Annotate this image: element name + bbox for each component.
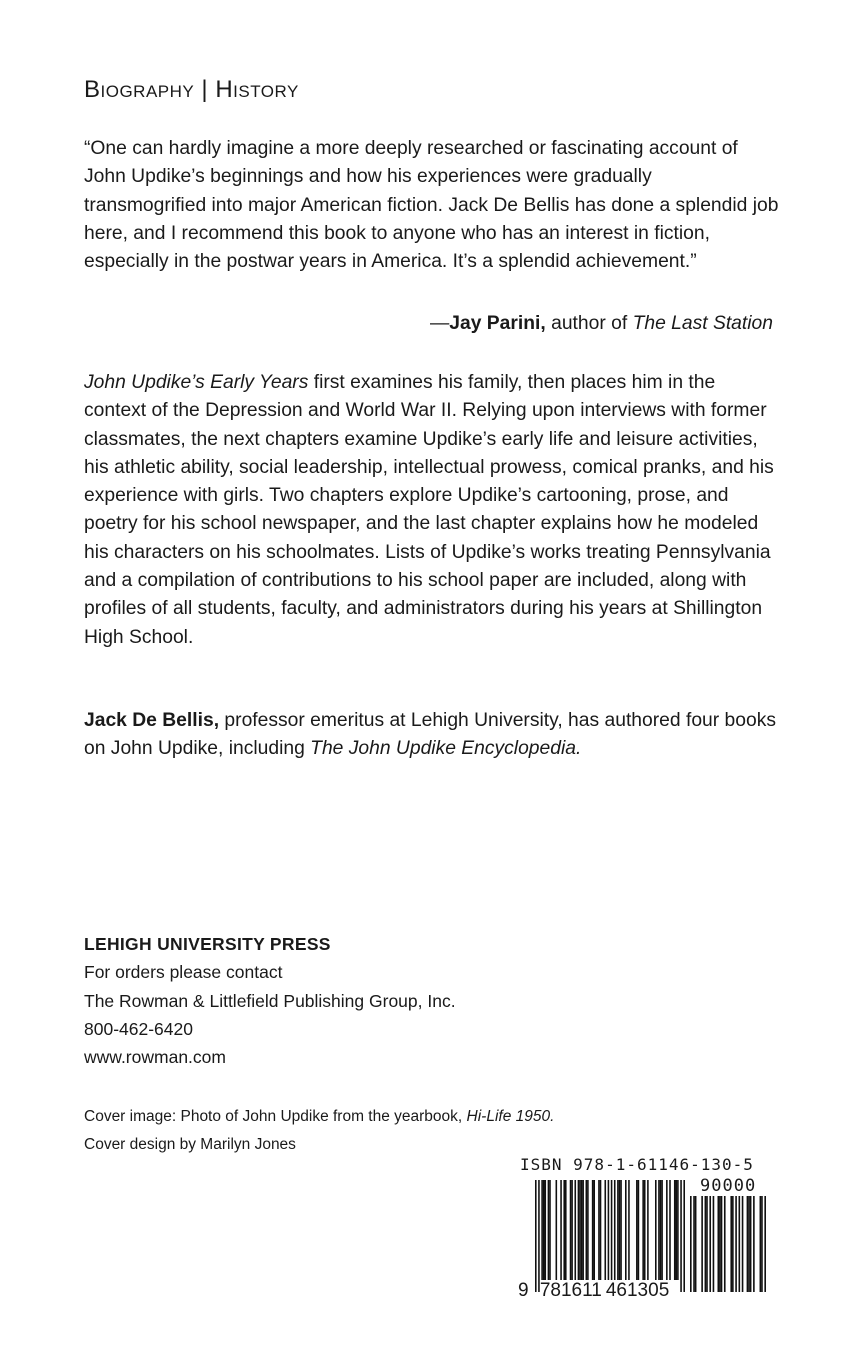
barcode-bar bbox=[587, 1180, 589, 1280]
barcode-bar bbox=[617, 1180, 619, 1280]
orders-line: For orders please contact bbox=[84, 962, 283, 983]
barcode-bar bbox=[620, 1180, 622, 1280]
barcode-bar bbox=[586, 1180, 588, 1280]
barcode-digits bbox=[518, 1280, 669, 1302]
barcode-bar bbox=[538, 1180, 540, 1292]
barcode-bar bbox=[549, 1180, 551, 1280]
author-note: author of bbox=[545, 313, 633, 334]
barcode-bar bbox=[598, 1180, 600, 1280]
image-source: Hi-Life 1950. bbox=[466, 1108, 555, 1125]
distributor-name: The Rowman & Littlefield Publishing Group, Inc. bbox=[84, 990, 456, 1011]
barcode-bar bbox=[579, 1180, 581, 1280]
price-addon-number: 90000 bbox=[700, 1176, 757, 1196]
author-work: The Last Station bbox=[632, 313, 773, 334]
addon-bar bbox=[732, 1196, 734, 1292]
barcode-bar bbox=[628, 1180, 630, 1280]
barcode-bar bbox=[636, 1180, 638, 1280]
barcode-bar bbox=[543, 1180, 545, 1280]
barcode-bar bbox=[574, 1180, 576, 1280]
barcode-bar bbox=[548, 1180, 550, 1280]
ean-barcode bbox=[535, 1180, 685, 1292]
cover-image-credit bbox=[84, 1103, 554, 1131]
addon-barcode bbox=[690, 1196, 766, 1292]
barcode-right-digits: 461305 bbox=[605, 1280, 670, 1301]
barcode-bar bbox=[658, 1180, 660, 1280]
barcode-bar bbox=[563, 1180, 565, 1280]
barcode-bar bbox=[593, 1180, 595, 1280]
addon-bar bbox=[735, 1196, 737, 1292]
addon-bar bbox=[748, 1196, 750, 1292]
barcode-first-digit: 9 bbox=[518, 1280, 529, 1301]
addon-bar bbox=[750, 1196, 752, 1292]
barcode-bar bbox=[642, 1180, 644, 1280]
barcode-bar bbox=[570, 1180, 572, 1280]
barcode-bar bbox=[660, 1180, 662, 1280]
addon-bar bbox=[706, 1196, 708, 1292]
cover-credits bbox=[84, 1103, 554, 1159]
addon-bar bbox=[730, 1196, 732, 1292]
barcode-bar bbox=[535, 1180, 537, 1292]
addon-bar bbox=[747, 1196, 749, 1292]
addon-bar bbox=[764, 1196, 766, 1292]
bio-name: Jack De Bellis, bbox=[84, 710, 220, 731]
barcode-bar bbox=[661, 1180, 663, 1280]
barcode-bar bbox=[669, 1180, 671, 1280]
addon-bar bbox=[742, 1196, 744, 1292]
website: www.rowman.com bbox=[84, 1047, 226, 1068]
barcode-bar bbox=[578, 1180, 580, 1280]
barcode-bar bbox=[647, 1180, 649, 1280]
genre-history: History bbox=[215, 76, 299, 103]
quote-author: Jay Parini, bbox=[449, 313, 546, 334]
addon-bar bbox=[717, 1196, 719, 1292]
barcode-bar bbox=[666, 1180, 668, 1280]
genre-separator: | bbox=[201, 76, 209, 103]
addon-bar bbox=[721, 1196, 723, 1292]
barcode-bar bbox=[600, 1180, 602, 1280]
barcode-bar bbox=[676, 1180, 678, 1280]
addon-bar bbox=[695, 1196, 697, 1292]
barcode-bar bbox=[683, 1180, 685, 1292]
barcode-bar bbox=[611, 1180, 613, 1292]
barcode-bar bbox=[677, 1180, 679, 1280]
barcode-bar bbox=[592, 1180, 594, 1280]
barcode-bar bbox=[619, 1180, 621, 1280]
addon-bar bbox=[760, 1196, 762, 1292]
addon-bar bbox=[753, 1196, 755, 1292]
cover-design-credit: Cover design by Marilyn Jones bbox=[84, 1136, 296, 1153]
addon-bar bbox=[719, 1196, 721, 1292]
barcode-bar bbox=[608, 1180, 610, 1292]
bio-work: The John Updike Encyclopedia. bbox=[310, 738, 582, 760]
barcode-left-digits: 781611 bbox=[539, 1280, 602, 1301]
barcode-bar bbox=[581, 1180, 583, 1280]
genre-label bbox=[84, 76, 299, 104]
addon-bar bbox=[761, 1196, 763, 1292]
barcode-bar bbox=[604, 1180, 606, 1280]
barcode-bar bbox=[655, 1180, 657, 1280]
barcode-bar bbox=[556, 1180, 558, 1280]
barcode-bar bbox=[680, 1180, 682, 1292]
barcode-bar bbox=[541, 1180, 543, 1280]
addon-bar bbox=[693, 1196, 695, 1292]
barcode-bar bbox=[582, 1180, 584, 1280]
publisher-info bbox=[84, 930, 456, 1071]
barcode-bar bbox=[625, 1180, 627, 1280]
addon-bar bbox=[690, 1196, 692, 1292]
bio-text: professor emeritus at Lehigh University, has authored four books on John Updike, including bbox=[84, 710, 777, 760]
addon-bar bbox=[713, 1196, 715, 1292]
book-description bbox=[84, 369, 779, 652]
barcode-bar bbox=[565, 1180, 567, 1280]
phone-number: 800-462-6420 bbox=[84, 1018, 193, 1039]
quote-attribution bbox=[430, 313, 773, 335]
addon-bar bbox=[705, 1196, 707, 1292]
barcode-bar bbox=[614, 1180, 616, 1280]
publisher-name: LEHIGH UNIVERSITY PRESS bbox=[84, 934, 331, 954]
book-title: John Updike’s Early Years bbox=[84, 372, 309, 393]
genre-biography: Biography bbox=[84, 76, 195, 103]
addon-bar bbox=[701, 1196, 703, 1292]
addon-bar bbox=[739, 1196, 741, 1292]
barcode-bar bbox=[638, 1180, 640, 1280]
barcode-bar bbox=[560, 1180, 562, 1280]
addon-bar bbox=[724, 1196, 726, 1292]
isbn-label: ISBN 978-1-61146-130-5 bbox=[520, 1155, 754, 1174]
barcode-bar bbox=[544, 1180, 546, 1280]
addon-bar bbox=[709, 1196, 711, 1292]
barcode-bar bbox=[571, 1180, 573, 1280]
image-credit-text: Cover image: Photo of John Updike from the yearbook, bbox=[84, 1108, 467, 1125]
barcode-bar bbox=[644, 1180, 646, 1280]
endorsement-quote: “One can hardly imagine a more deeply researched or fascinating account of John Updike’s beginnings and how his experiences were gradually transmogrified into major American fiction. Jack De Bellis has done a splendid job here, and I recommend this book to anyone who has an interest in fiction, especially in the postwar years in America. It’s a splendid achievement.” bbox=[84, 138, 779, 273]
author-bio bbox=[84, 707, 779, 764]
description-text: first examines his family, then places him in the context of the Depression and World War II. Relying upon interviews with former classmates, the next chapters examine Updike’s early life and leisure activities, his athletic ability, social leadership, intellectual prowess, comical pranks, and his experience with girls. Two chapters explore Updike’s cartooning, prose, and poetry for his school newspaper, and the last chapter explains how he modeled his characters on his schoolmates. Lists of Updike’s works treating Pennsylvania and a compilation of contributions to his school paper are included, along with profiles of all students, faculty, and administrators during his years at Shillington High School. bbox=[84, 372, 774, 648]
barcode-bar bbox=[674, 1180, 676, 1280]
dash: — bbox=[430, 313, 450, 334]
